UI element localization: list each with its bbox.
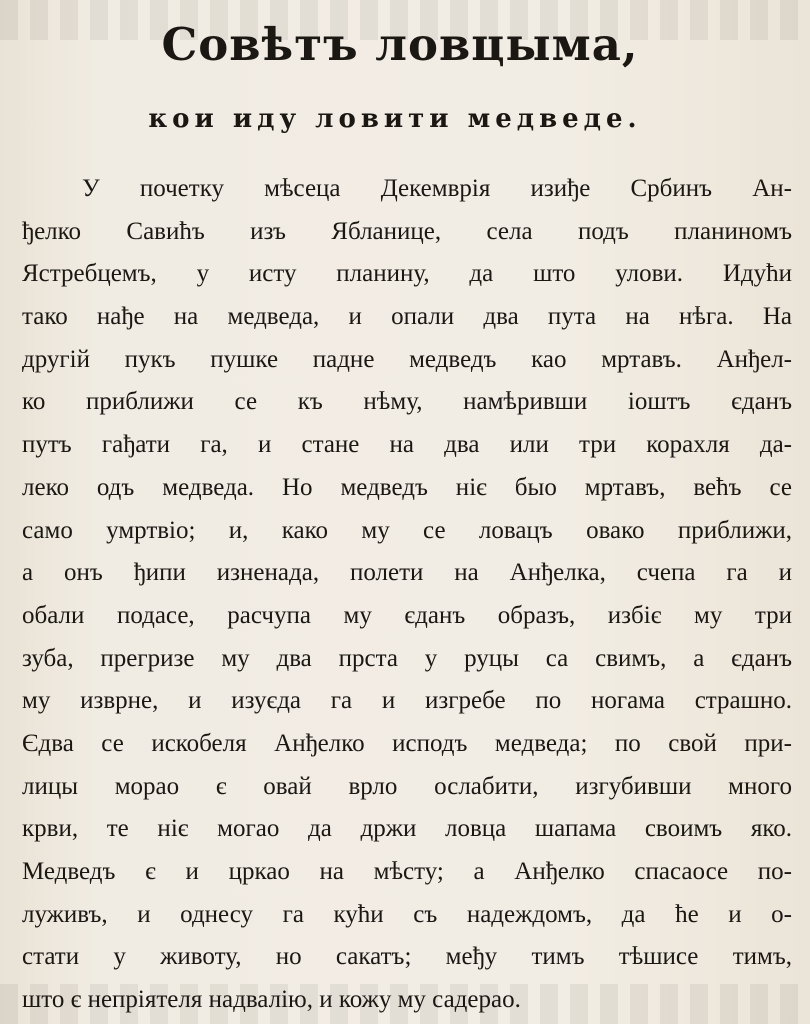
page-subtitle: кои иду ловити медведе. [148, 104, 642, 134]
text-line: Єдва се искобеля Анђелко исподъ медведа; по свой при- [22, 729, 792, 757]
text-line: а онъ ђипи изненада, полети на Анђелка, счепа га и [22, 559, 792, 587]
text-line: му изврне, и изуєда га и изгребе по ногама страшно. [22, 687, 792, 715]
text-line: ко приближи се къ нѣму, намѣривши іоштъ єданъ [22, 388, 792, 416]
text-line: зуба, прегризе му два прста у руцы са свимъ, а єданъ [22, 644, 792, 672]
text-line: луживъ, и однесу га кући съ надеждомъ, да ће и о- [22, 900, 792, 928]
text-line: У почетку мѣсеца Декемврія изиђе Србинъ Ан- [82, 175, 792, 202]
text-line: путъ гађати га, и стане на два или три корахля да- [22, 431, 792, 459]
text-line: Ястребцемъ, у исту планину, да што улови. Идући [22, 260, 792, 288]
body-paragraph [22, 168, 792, 1022]
text-line: леко одъ медведа. Но медведъ ніє быо мртавъ, већъ се [22, 473, 792, 501]
text-line: тако нађе на медведа, и опали два пута на нѣга. На [22, 303, 792, 331]
text-line: другій пукъ пушке падне медведъ као мртавъ. Анђел- [22, 345, 792, 373]
text-line: ђелко Савићъ изъ Ябланице, села подъ планиномъ [22, 217, 792, 245]
text-line: лицы морао є овай врло ослабити, изгубивши много [22, 772, 792, 800]
text-line: крви, те ніє могао да држи ловца шапама своимъ яко. [22, 815, 792, 843]
text-line: стати у животу, но сакатъ; међу тимъ тѣшисе тимъ, [22, 943, 792, 971]
text-line: обали подасе, расчупа му єданъ образъ, избіє му три [22, 601, 792, 629]
page-title: Совѣтъ ловцыма, [161, 18, 639, 71]
text-line: што є непріятеля надвалію, и кожу му садерао. [22, 986, 521, 1014]
text-line: Медведъ є и цркао на мѣсту; а Анђелко спасаосе по- [22, 858, 792, 885]
text-line: само умртвіо; и, како му се ловацъ овако приближи, [22, 516, 792, 544]
